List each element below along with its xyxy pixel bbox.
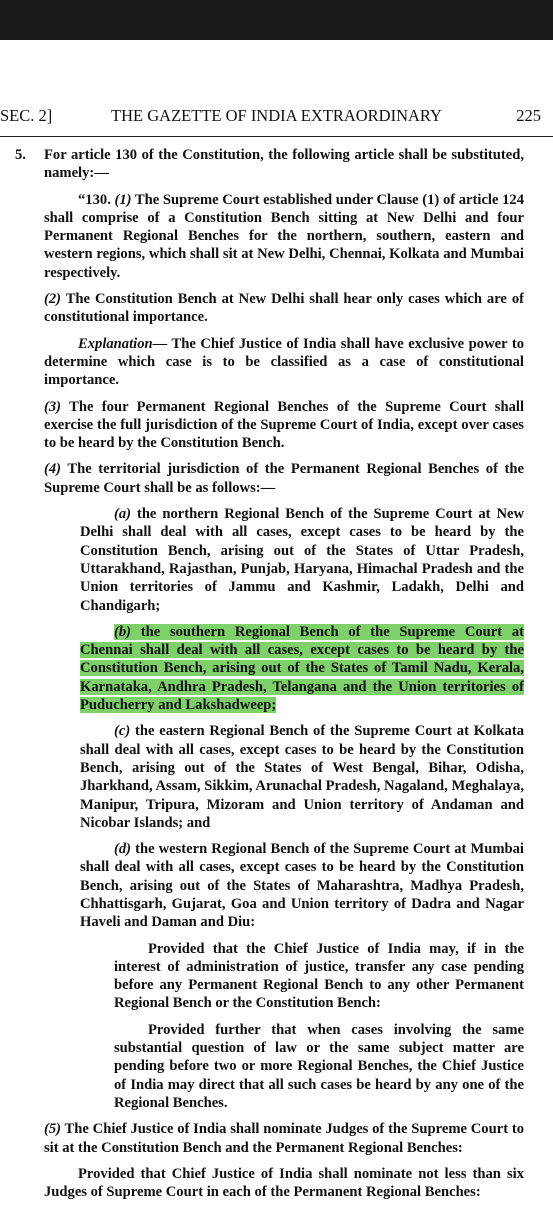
clause-3 (44, 398, 524, 453)
clause-4 (44, 460, 524, 497)
clause-5 (44, 1120, 524, 1157)
clause-2 (44, 290, 524, 327)
section-label: SEC. 2] (0, 106, 53, 125)
clause-2-text: The Constitution Bench at New Delhi shall hear only cases which are of constitutional importance. (44, 291, 524, 326)
sub-c-text: the eastern Regional Bench of the Supreme Court at Kolkata shall deal with all cases, except cases to be heard by the Constitution Bench, arising out of the States of West Bengal, Bihar, Odisha, Jharkhand, Assam, Sikkim, Arunachal Pradesh, Nagaland, Meghalaya, Manipur, Tripura, Mizoram and Union territory of Andaman and Nicobar Islands; and (80, 723, 524, 831)
article-prefix: “130. (78, 191, 115, 208)
proviso-2: Provided further that when cases involving the same substantial question of law or the same subject matter are pending before two or more Regional Benches, the Chief Justice of India may direct that all such cases be heard by any one of the Regional Benches. (114, 1021, 524, 1111)
item-number: 5. (15, 147, 26, 163)
clause-3-label: (3) (44, 398, 62, 415)
clause-3-text: The four Permanent Regional Benches of the Supreme Court shall exercise the full jurisdiction of the Supreme Court of India, except over cases to be heard by the Constitution Bench. (44, 398, 524, 452)
header-rule (0, 136, 553, 137)
sub-b-label: (b) (114, 623, 132, 640)
clause-4-text: The territorial jurisdiction of the Permanent Regional Benches of the Supreme Court shall be as follows:— (44, 461, 524, 496)
clause-5-label: (5) (44, 1121, 62, 1138)
proviso-1: Provided that the Chief Justice of India may, if in the interest of administration of justice, transfer any case pending before any Permanent Regional Bench to any other Permanent Regional Bench or the Constitution Bench: (114, 940, 524, 1012)
highlighted-passage (80, 624, 524, 713)
item-intro: For article 130 of the Constitution, the following article shall be substituted, namely:— (44, 147, 524, 182)
top-dark-bar (0, 0, 553, 40)
sub-c-label: (c) (114, 723, 131, 740)
clause-4-label: (4) (44, 461, 62, 478)
sub-a-text: the northern Regional Bench of the Supreme Court at New Delhi shall deal with all cases, except cases to be heard by the Constitution Bench, arising out of the States of Uttar Pradesh, Uttarakhand, Rajasthan, Punjab, Haryana, Himachal Pradesh and the Union territories of Jammu and Kashmir, Ladakh, Delhi and Chandigarh; (80, 506, 524, 614)
explanation-text: — The Chief Justice of India shall have exclusive power to determine which case is to be classified as a case of constitutional importance. (44, 335, 524, 389)
gazette-title: THE GAZETTE OF INDIA EXTRAORDINARY (111, 106, 442, 125)
sub-b-text: the southern Regional Bench of the Supreme Court at Chennai shall deal with all cases, except cases to be heard by the Constitution Bench, arising out of the States of Tamil Nadu, Kerala, Karnataka, Andhra Pradesh, Telangana and the Union territories of Puducherry and Lakshadweep; (80, 623, 524, 714)
explanation (44, 335, 524, 390)
gazette-header (0, 96, 553, 140)
clause-1-label: (1) (114, 191, 132, 208)
proviso-3: Provided that Chief Justice of India shall nominate not less than six Judges of Supreme Court in each of the Permanent Regional Benches: (44, 1165, 524, 1201)
sub-clause-c (80, 722, 524, 832)
sub-clause-a (80, 505, 524, 615)
item-5 (0, 146, 553, 183)
document-body (0, 146, 553, 1209)
clause-2-label: (2) (44, 291, 62, 308)
sub-a-label: (a) (114, 506, 132, 523)
clause-1-text: The Supreme Court established under Clause (1) of article 124 shall comprise of a Constitution Bench sitting at New Delhi and four Permanent Regional Benches for the northern, southern, eastern and western regions, which shall sit at New Delhi, Chennai, Kolkata and Mumbai respectively. (44, 191, 525, 281)
page-number: 225 (516, 106, 541, 125)
sub-clause-d (80, 840, 524, 931)
clause-5-text: The Chief Justice of India shall nominate Judges of the Supreme Court to sit at the Constitution Bench and the Permanent Regional Benches: (44, 1121, 524, 1156)
sub-d-text: the western Regional Bench of the Supreme Court at Mumbai shall deal with all cases, except cases to be heard by the Constitution Bench, arising out of the States of Maharashtra, Madhya Pradesh, Chhattisgarh, Gujarat, Goa and Union territory of Dadra and Nagar Haveli and Daman and Diu: (80, 841, 524, 931)
sub-d-label: (d) (114, 841, 132, 858)
sub-clause-b (80, 623, 524, 714)
explanation-label: Explanation (78, 335, 153, 352)
clause-1 (44, 191, 524, 282)
